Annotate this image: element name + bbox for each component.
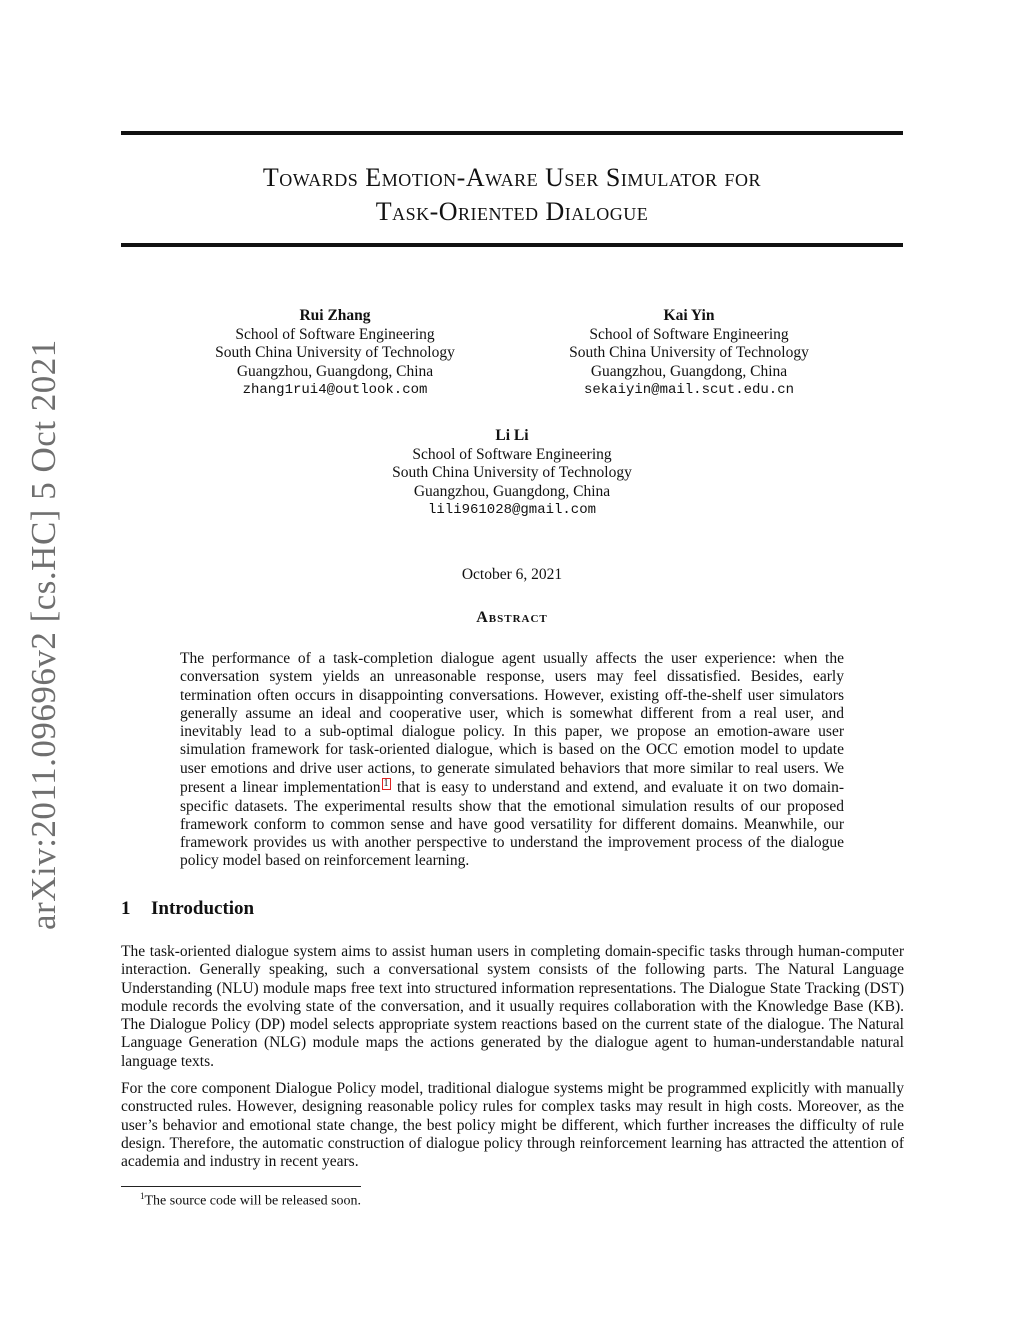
author-block: [357, 427, 667, 520]
author-university: South China University of Technology: [569, 344, 809, 361]
paper-title-line-2: Task-Oriented Dialogue: [375, 197, 649, 226]
author-name: Rui Zhang: [299, 307, 371, 324]
section-heading: [121, 898, 254, 920]
title-rule-bottom: [121, 243, 903, 247]
footnote: [140, 1191, 361, 1210]
abstract-body: [180, 650, 844, 871]
author-location: Guangzhou, Guangdong, China: [413, 482, 611, 500]
footnote-rule: [121, 1186, 361, 1187]
abstract-text-part-1: The performance of a task-completion dialogue agent usually affects the user experience: when the conversation system yields an unreasonable response, users may feel dissatisfied. Besides, early termination often occurs in disappointing conversations. However, existing off-the-shelf user simulators generally assume an ideal and cooperative user, which is somewhat different from a real user, and inevitably lead to a sub-optimal dialogue policy. In this paper, we propose an emotion-aware user simulation framework for task-oriented dialogue, which is based on the OCC emotion model to update user emotions and drive user actions, to generate simulated behaviors that more similar to real users. We present a linear implementation: [180, 650, 844, 797]
author-block: [534, 307, 844, 400]
author-university: South China University of Technology: [392, 464, 632, 481]
author-name: Li Li: [495, 427, 529, 444]
author-dept: School of Software Engineering: [589, 325, 789, 343]
author-dept: School of Software Engineering: [412, 445, 612, 463]
section-number: 1: [121, 898, 131, 919]
paper-title-line-1: Towards Emotion-Aware User Simulator for: [262, 163, 762, 192]
footnote-text: The source code will be released soon.: [144, 1193, 362, 1209]
author-email[interactable]: lili961028@gmail.com: [427, 502, 597, 518]
paper-date: October 6, 2021: [461, 566, 563, 583]
author-location: Guangzhou, Guangdong, China: [236, 362, 434, 380]
author-block: [180, 307, 490, 400]
author-name: Kai Yin: [663, 307, 715, 324]
author-location: Guangzhou, Guangdong, China: [590, 362, 788, 380]
body-paragraph: For the core component Dialogue Policy model, traditional dialogue systems might be programmed explicitly with manually constructed rules. However, designing reasonable policy rules for complex tasks may result in high costs. Moreover, as the user’s behavior and emotional state change, the best policy might be different, which further increases the difficulty of rule design. Therefore, the automatic construction of dialogue policy through reinforcement learning has attracted the attention of academia and industry in recent years.: [121, 1080, 904, 1171]
footnote-link[interactable]: 1: [383, 778, 389, 790]
body-paragraph: The task-oriented dialogue system aims to assist human users in completing domain-specific tasks through human-computer interaction. Generally speaking, such a conversational system consists of the following parts. The Natural Language Understanding (NLU) module maps free text into structured information representations. The Dialogue State Tracking (DST) module records the evolving state of the conversation, and it usually requires collaboration with the Knowledge Base (KB). The Dialogue Policy (DP) model selects appropriate system reactions based on the current state of the dialogue. The Natural Language Generation (NLG) module maps the actions generated by the dialogue agent to human-understandable natural language texts.: [121, 943, 904, 1070]
footnote-mark: 1: [140, 1191, 145, 1201]
author-email[interactable]: zhang1rui4@outlook.com: [242, 382, 428, 398]
author-email[interactable]: sekaiyin@mail.scut.edu.cn: [583, 382, 795, 398]
arxiv-stamp: arXiv:2011.09696v2 [cs.HC] 5 Oct 2021: [24, 339, 63, 930]
section-title: Introduction: [151, 898, 255, 919]
abstract-heading: Abstract: [476, 609, 548, 626]
abstract-text-part-2: that is easy to understand and extend, and evaluate it on two domain-specific datasets. The experimental results show that the emotional simulation results of our proposed framework conform to common sense and have good versatility for different domains. Meanwhile, our framework provides us with another perspective to understand the improvement process of the dialogue policy model based on reinforcement learning.: [180, 779, 844, 870]
author-dept: School of Software Engineering: [235, 325, 435, 343]
author-university: South China University of Technology: [215, 344, 455, 361]
title-rule-top: [121, 131, 903, 135]
